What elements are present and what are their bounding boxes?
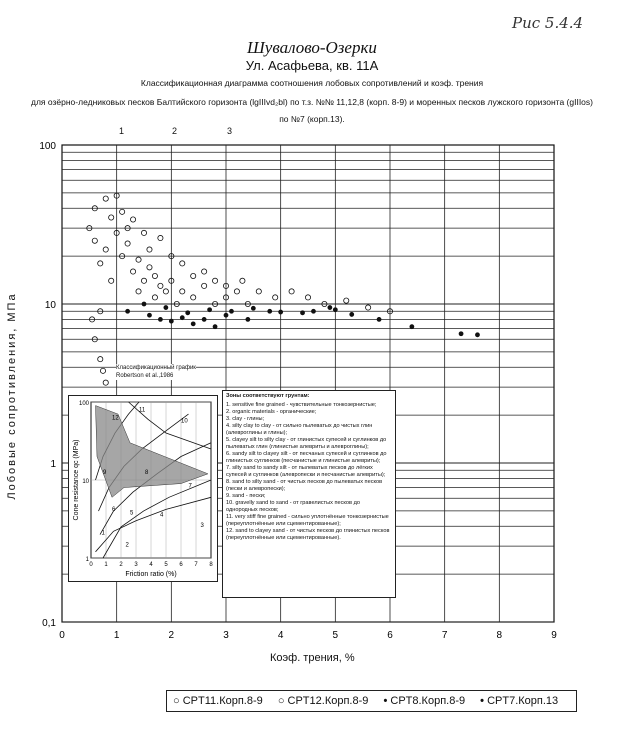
inset-x-label: Friction ratio (%) <box>125 571 177 578</box>
data-point <box>224 313 228 317</box>
data-point <box>410 325 414 329</box>
data-point <box>251 306 255 310</box>
zone-notes <box>222 390 396 598</box>
inset-zone-label: 12 <box>112 415 119 422</box>
x-tick-label: 6 <box>387 630 393 641</box>
data-point <box>208 308 212 312</box>
x-tick-label: 3 <box>223 630 229 641</box>
data-point <box>109 215 114 220</box>
subtitle-line-1: Классификационная диаграмма соотношения лобовых сопротивлений и коэф. трения <box>140 78 484 88</box>
inset-x-tick: 3 <box>134 562 138 568</box>
data-point <box>126 309 130 313</box>
note-item: 4. silty clay to clay - от сильно пылеватых до чистых глин (алевроглины и глины); <box>226 423 373 436</box>
note-item: 6. sandy silt to clayey silt - от песчаных супесей и суглинков до глинистых суглинков (песчанистые и глинистые алевриты); <box>226 451 387 464</box>
data-point <box>169 319 173 323</box>
data-point <box>213 325 217 329</box>
zone-label: 3 <box>227 126 233 136</box>
inset-y-tick: 1 <box>85 557 89 563</box>
data-point <box>202 317 206 321</box>
data-point <box>459 332 463 336</box>
data-point <box>100 368 105 373</box>
data-point <box>92 238 97 243</box>
data-point <box>180 261 185 266</box>
data-point <box>180 316 184 320</box>
note-item: 10. gravelly sand to sand - от гравелистых песков до однородных песков; <box>226 500 360 513</box>
data-point <box>152 295 157 300</box>
data-point <box>191 295 196 300</box>
x-tick-label: 0 <box>59 630 65 641</box>
inset-y-tick: 100 <box>78 401 89 407</box>
data-point <box>130 269 135 274</box>
y-tick-label: 10 <box>44 300 56 311</box>
page-title: Шувалово-Озерки <box>247 38 377 57</box>
data-point <box>202 269 207 274</box>
legend-item: • CPT7.Корп.13 <box>480 695 559 707</box>
x-tick-label: 8 <box>496 630 503 641</box>
data-point <box>186 311 190 315</box>
data-point <box>147 313 151 317</box>
data-point <box>268 309 272 313</box>
notes-list <box>226 402 392 542</box>
zone-label: 1 <box>119 126 125 136</box>
subtitle-line-2: для озёрно-ледниковых песков Балтийского горизонта (lgIIIvd₂bl) по т.з. №№ 11,12,8 (корп. 8-9) и моренных песков лужского горизонта (gIIIos) <box>30 97 593 107</box>
inset-zone-label: 4 <box>160 512 164 519</box>
data-point <box>136 257 141 262</box>
zone-label: 2 <box>172 126 178 136</box>
x-tick-label: 4 <box>277 630 284 641</box>
data-point <box>98 261 103 266</box>
note-item: 1. sensitive fine grained - чувствительные тонкозернистые; <box>226 402 377 408</box>
address: Ул. Асафьева, кв. 11А <box>245 58 379 73</box>
x-tick-label: 1 <box>113 630 120 641</box>
inset-zone-label: 5 <box>130 510 134 517</box>
inset-y-tick: 10 <box>82 479 89 485</box>
data-point <box>120 209 125 214</box>
x-tick-label: 9 <box>551 630 557 641</box>
data-point <box>344 298 349 303</box>
data-point <box>98 357 103 362</box>
data-point <box>328 306 332 310</box>
data-point <box>366 305 371 310</box>
data-point <box>256 289 261 294</box>
data-point <box>103 247 108 252</box>
data-point <box>191 273 196 278</box>
data-point <box>229 309 233 313</box>
inset-zone-label: 10 <box>181 418 188 425</box>
data-point <box>164 306 168 310</box>
data-point <box>377 317 381 321</box>
data-point <box>289 289 294 294</box>
data-point <box>273 295 278 300</box>
robertson-inset-chart <box>68 395 218 582</box>
inset-zone-label: 7 <box>188 483 192 490</box>
note-item: 8. sand to silty sand - от чистых песков до пылеватых песков (пески и алевропески); <box>226 479 383 492</box>
inset-x-tick: 5 <box>164 562 168 568</box>
inset-x-tick: 6 <box>179 562 183 568</box>
legend-item: ○ CPT12.Корп.8-9 <box>277 695 369 707</box>
data-point <box>234 289 239 294</box>
classification-line-1: Классификационный график <box>116 365 196 371</box>
data-point <box>475 333 479 337</box>
inset-zone-label: 6 <box>112 507 116 514</box>
inset-x-tick: 4 <box>149 562 153 568</box>
inset-x-tick: 2 <box>119 562 123 568</box>
data-point <box>158 283 163 288</box>
data-point <box>301 311 305 315</box>
inset-x-tick: 1 <box>104 562 108 568</box>
data-point <box>103 380 108 385</box>
x-tick-label: 7 <box>441 630 448 641</box>
chart-legend <box>166 690 577 712</box>
data-point <box>109 278 114 283</box>
data-point <box>333 308 337 312</box>
data-point <box>246 317 250 321</box>
data-point <box>136 289 141 294</box>
y-axis-label: Лобовые сопротивления, МПа <box>6 292 18 500</box>
data-point <box>147 265 152 270</box>
note-item: 5. clayey silt to silty clay - от глинистых супесей и суглинков до пылеватых глин (глинистые алевриты и алевроглины); <box>226 437 387 450</box>
note-item: 12. sand to clayey sand - от чистых песков до глинистых песков (переуплотнённые или сцементированные). <box>226 528 390 541</box>
data-point <box>191 322 195 326</box>
inset-zone-label: 8 <box>145 469 149 476</box>
inset-x-tick: 8 <box>209 562 213 568</box>
note-item: 7. silty sand to sandy silt - от пылеватых песков до лёгких супесей и суглинков (алевропески и песчанистые алевриты); <box>226 465 386 478</box>
data-point <box>141 230 146 235</box>
data-point <box>158 317 162 321</box>
note-item: 11. very stiff fine grained - сильно уплотнённые тонкозернистые (переуплотнённые или сцементированные); <box>226 514 389 527</box>
data-point <box>212 278 217 283</box>
subtitle-line-3: по №7 (корп.13). <box>279 114 345 124</box>
x-tick-label: 5 <box>332 630 339 641</box>
data-point <box>141 278 146 283</box>
legend-item: • CPT8.Корп.8-9 <box>383 695 466 707</box>
data-point <box>311 309 315 313</box>
note-item: 3. clay - глины; <box>226 416 265 422</box>
data-point <box>103 196 108 201</box>
data-point <box>158 235 163 240</box>
y-tick-label: 1 <box>50 459 56 470</box>
y-tick-label: 100 <box>39 141 56 152</box>
data-point <box>130 217 135 222</box>
data-point <box>152 273 157 278</box>
inset-zone-label: 9 <box>103 469 107 476</box>
legend-item: ○ CPT11.Корп.8-9 <box>173 695 263 707</box>
data-point <box>350 312 354 316</box>
note-item: 2. organic materials - органические; <box>226 409 317 415</box>
inset-zone-label: 1 <box>101 530 105 537</box>
data-point <box>147 247 152 252</box>
inset-zone-label: 11 <box>139 407 146 414</box>
data-point <box>305 295 310 300</box>
data-point <box>202 283 207 288</box>
inset-x-tick: 0 <box>89 562 93 568</box>
y-tick-label: 0,1 <box>42 618 56 629</box>
handwritten-figure-number: Рис 5.4.4 <box>512 14 584 32</box>
x-axis-label: Коэф. трения, % <box>270 652 355 664</box>
data-point <box>240 278 245 283</box>
inset-zone-label: 3 <box>200 522 204 529</box>
x-tick-label: 2 <box>168 630 175 641</box>
inset-y-label: Cone resistance qc (MPa) <box>73 439 80 521</box>
inset-svg <box>69 396 217 581</box>
classification-line-2: Robertson et al.,1986 <box>116 373 174 379</box>
note-item: 9. sand - пески; <box>226 493 266 499</box>
notes-title: Зоны соответствуют грунтам: <box>226 393 310 399</box>
data-point <box>125 241 130 246</box>
inset-x-tick: 7 <box>194 562 198 568</box>
data-point <box>180 289 185 294</box>
data-point <box>163 289 168 294</box>
classification-caption <box>116 364 196 380</box>
data-point <box>142 302 146 306</box>
data-point <box>279 310 283 314</box>
inset-zone-label: 2 <box>125 542 129 549</box>
